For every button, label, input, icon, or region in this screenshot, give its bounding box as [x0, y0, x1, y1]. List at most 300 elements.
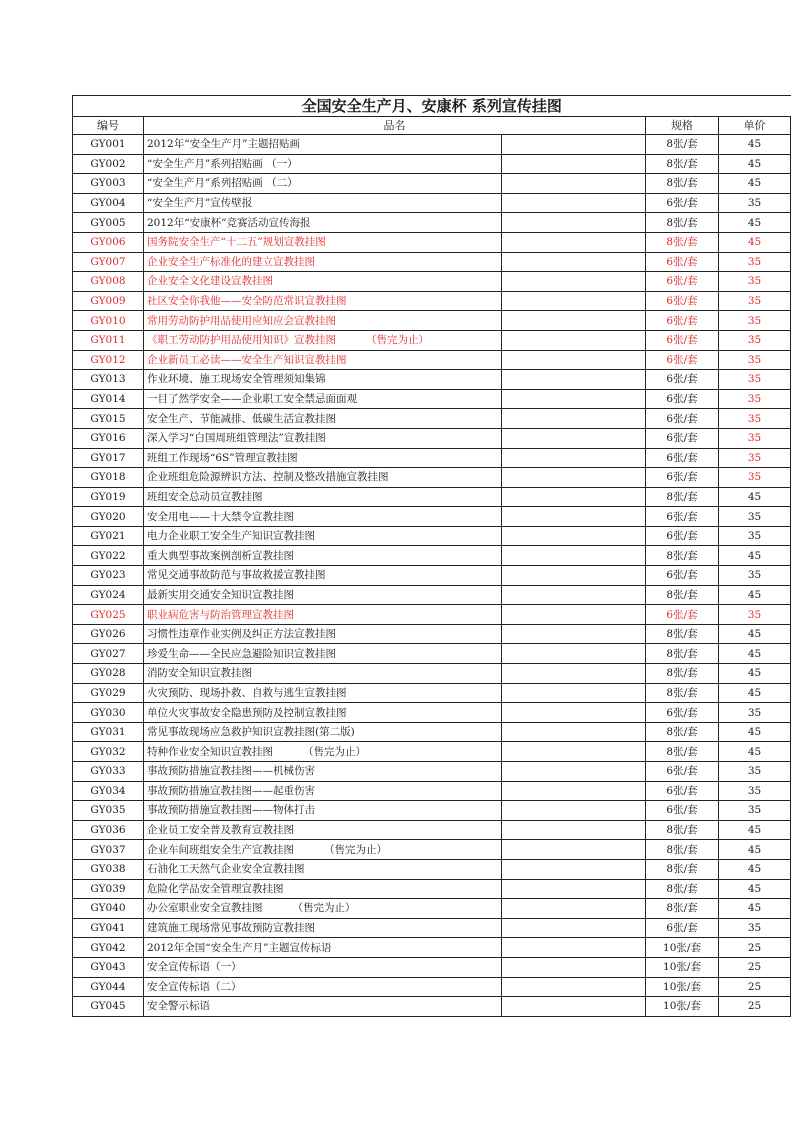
item-spec: 8张/套	[646, 232, 719, 252]
item-spec: 6张/套	[646, 781, 719, 801]
item-name	[144, 781, 502, 801]
item-spec: 8张/套	[646, 546, 719, 566]
item-price: 35	[719, 918, 791, 938]
item-spec: 8张/套	[646, 742, 719, 762]
table-row	[73, 585, 791, 605]
blank-cell	[502, 507, 646, 527]
item-name	[144, 370, 502, 390]
blank-cell	[502, 997, 646, 1017]
item-spec: 6张/套	[646, 566, 719, 586]
item-price: 45	[719, 487, 791, 507]
item-name	[144, 330, 502, 350]
item-name-text: 常用劳动防护用品使用应知应会宣教挂图	[147, 314, 336, 327]
item-price: 45	[719, 213, 791, 233]
item-code: GY018	[73, 468, 144, 488]
item-spec: 8张/套	[646, 820, 719, 840]
blank-cell	[502, 605, 646, 625]
item-spec: 8张/套	[646, 879, 719, 899]
item-name-text: 事故预防措施宣教挂图——机械伤害	[147, 765, 315, 778]
item-name-text: 深入学习“白国周班组管理法”宣教挂图	[147, 432, 326, 445]
item-spec: 6张/套	[646, 703, 719, 723]
item-name	[144, 605, 502, 625]
item-name	[144, 428, 502, 448]
item-name	[144, 938, 502, 958]
blank-cell	[502, 585, 646, 605]
table-row	[73, 468, 791, 488]
item-price: 35	[719, 526, 791, 546]
table-row	[73, 193, 791, 213]
blank-cell	[502, 683, 646, 703]
item-name-text: 国务院安全生产“十二五”规划宣教挂图	[147, 236, 326, 249]
item-code: GY042	[73, 938, 144, 958]
item-code: GY030	[73, 703, 144, 723]
item-name	[144, 487, 502, 507]
item-name	[144, 135, 502, 155]
table-row	[73, 566, 791, 586]
item-spec: 6张/套	[646, 801, 719, 821]
blank-cell	[502, 644, 646, 664]
item-spec: 8张/套	[646, 899, 719, 919]
table-row	[73, 291, 791, 311]
item-name	[144, 311, 502, 331]
item-price: 35	[719, 703, 791, 723]
item-spec: 6张/套	[646, 389, 719, 409]
table-row	[73, 409, 791, 429]
item-code: GY032	[73, 742, 144, 762]
item-spec: 8张/套	[646, 644, 719, 664]
item-price: 45	[719, 624, 791, 644]
blank-cell	[502, 291, 646, 311]
item-spec: 6张/套	[646, 409, 719, 429]
item-name-text: 企业新员工必读——安全生产知识宣教挂图	[147, 353, 347, 366]
item-name-text: 社区安全你我他——安全防范常识宣教挂图	[147, 295, 347, 308]
item-spec: 10张/套	[646, 997, 719, 1017]
item-name	[144, 448, 502, 468]
item-name-text: 单位火灾事故安全隐患预防及控制宣教挂图	[147, 706, 347, 719]
item-code: GY022	[73, 546, 144, 566]
item-code: GY045	[73, 997, 144, 1017]
item-code: GY023	[73, 566, 144, 586]
item-name-text: “安全生产月”宣传壁报	[147, 197, 253, 210]
table-row	[73, 350, 791, 370]
item-code: GY038	[73, 859, 144, 879]
item-price: 35	[719, 272, 791, 292]
title-row	[73, 96, 791, 117]
blank-cell	[502, 487, 646, 507]
item-spec: 6张/套	[646, 272, 719, 292]
item-name-text: 安全用电——十大禁令宣教挂图	[147, 510, 294, 523]
item-code: GY040	[73, 899, 144, 919]
blank-cell	[502, 370, 646, 390]
item-price: 25	[719, 997, 791, 1017]
table-row	[73, 644, 791, 664]
item-spec: 6张/套	[646, 448, 719, 468]
item-name-text: 安全警示标语	[147, 1000, 210, 1013]
table-row	[73, 428, 791, 448]
item-name	[144, 859, 502, 879]
item-code: GY044	[73, 977, 144, 997]
item-price: 35	[719, 389, 791, 409]
blank-cell	[502, 252, 646, 272]
item-price: 45	[719, 840, 791, 860]
item-name	[144, 918, 502, 938]
item-name	[144, 252, 502, 272]
item-code: GY008	[73, 272, 144, 292]
item-code: GY017	[73, 448, 144, 468]
item-name-text: 火灾预防、现场扑救、自救与逃生宣教挂图	[147, 686, 347, 699]
item-spec: 10张/套	[646, 938, 719, 958]
blank-cell	[502, 664, 646, 684]
item-code: GY034	[73, 781, 144, 801]
table-row	[73, 252, 791, 272]
item-spec: 8张/套	[646, 213, 719, 233]
item-price: 25	[719, 977, 791, 997]
item-spec: 6张/套	[646, 291, 719, 311]
table-row	[73, 330, 791, 350]
item-spec: 10张/套	[646, 957, 719, 977]
item-spec: 6张/套	[646, 252, 719, 272]
item-name	[144, 566, 502, 586]
blank-cell	[502, 820, 646, 840]
table-row	[73, 938, 791, 958]
blank-cell	[502, 742, 646, 762]
blank-cell	[502, 193, 646, 213]
item-price: 25	[719, 957, 791, 977]
item-name-text: 企业班组危险源辨识方法、控制及整改措施宣教挂图	[147, 471, 389, 484]
item-price: 45	[719, 174, 791, 194]
item-name	[144, 213, 502, 233]
table-row	[73, 507, 791, 527]
blank-cell	[502, 213, 646, 233]
table-row	[73, 174, 791, 194]
table-row	[73, 957, 791, 977]
table-row	[73, 311, 791, 331]
item-code: GY020	[73, 507, 144, 527]
blank-cell	[502, 428, 646, 448]
item-price: 35	[719, 370, 791, 390]
item-spec: 6张/套	[646, 526, 719, 546]
blank-cell	[502, 899, 646, 919]
item-code: GY025	[73, 605, 144, 625]
item-price: 45	[719, 879, 791, 899]
item-name	[144, 468, 502, 488]
item-spec: 8张/套	[646, 487, 719, 507]
item-name	[144, 742, 502, 762]
item-name	[144, 272, 502, 292]
item-price: 45	[719, 546, 791, 566]
blank-cell	[502, 938, 646, 958]
blank-cell	[502, 135, 646, 155]
item-name	[144, 957, 502, 977]
item-name-text: 最新实用交通安全知识宣教挂图	[147, 588, 294, 601]
item-name-text: 《职工劳动防护用品使用知识》宣教挂图	[147, 334, 336, 347]
item-code: GY011	[73, 330, 144, 350]
item-code: GY003	[73, 174, 144, 194]
blank-cell	[502, 174, 646, 194]
item-name-text: 2012年全国“安全生产月”主题宣传标语	[147, 941, 332, 954]
item-name-text: 习惯性违章作业实例及纠正方法宣教挂图	[147, 628, 336, 641]
item-price: 45	[719, 644, 791, 664]
item-name-text: 2012年“安康杯”竞赛活动宣传海报	[147, 216, 311, 229]
item-name-text: 安全宣传标语（二）	[147, 980, 242, 993]
blank-cell	[502, 154, 646, 174]
table-row	[73, 703, 791, 723]
item-name-text: 企业安全生产标准化的建立宣教挂图	[147, 255, 315, 268]
item-spec: 8张/套	[646, 585, 719, 605]
table-row	[73, 664, 791, 684]
item-code: GY039	[73, 879, 144, 899]
item-price: 35	[719, 193, 791, 213]
item-code: GY016	[73, 428, 144, 448]
item-name	[144, 840, 502, 860]
item-name-text: 石油化工天然气企业安全宣教挂图	[147, 863, 305, 876]
table-row	[73, 781, 791, 801]
table-row	[73, 389, 791, 409]
table-row	[73, 762, 791, 782]
item-name-text: 班组工作现场“6S”管理宣教挂图	[147, 451, 298, 464]
item-name	[144, 291, 502, 311]
item-name-text: 企业安全文化建设宣教挂图	[147, 275, 273, 288]
item-name	[144, 997, 502, 1017]
item-spec: 6张/套	[646, 507, 719, 527]
table-row	[73, 918, 791, 938]
table-row	[73, 801, 791, 821]
table-row	[73, 722, 791, 742]
table-row	[73, 526, 791, 546]
item-name	[144, 507, 502, 527]
blank-cell	[502, 879, 646, 899]
item-price: 45	[719, 742, 791, 762]
table-row	[73, 272, 791, 292]
item-name	[144, 526, 502, 546]
item-name	[144, 722, 502, 742]
item-price: 35	[719, 409, 791, 429]
item-spec: 8张/套	[646, 135, 719, 155]
item-code: GY028	[73, 664, 144, 684]
table-row	[73, 683, 791, 703]
item-price: 35	[719, 330, 791, 350]
table-row	[73, 859, 791, 879]
item-name-text: 一目了然学安全——企业职工安全禁忌面面观	[147, 393, 357, 406]
item-name-text: 企业员工安全普及教育宣教挂图	[147, 824, 294, 837]
item-price: 35	[719, 252, 791, 272]
item-name	[144, 703, 502, 723]
item-code: GY026	[73, 624, 144, 644]
header-spec: 规格	[646, 117, 719, 135]
blank-cell	[502, 957, 646, 977]
blank-cell	[502, 389, 646, 409]
item-name-text: 危险化学品安全管理宣教挂图	[147, 882, 284, 895]
blank-cell	[502, 448, 646, 468]
item-name	[144, 644, 502, 664]
item-name-text: 特种作业安全知识宣教挂图	[147, 745, 273, 758]
item-code: GY001	[73, 135, 144, 155]
item-spec: 8张/套	[646, 840, 719, 860]
item-spec: 8张/套	[646, 859, 719, 879]
item-code: GY002	[73, 154, 144, 174]
item-price: 35	[719, 291, 791, 311]
item-spec: 6张/套	[646, 311, 719, 331]
item-price: 35	[719, 566, 791, 586]
blank-cell	[502, 409, 646, 429]
blank-cell	[502, 703, 646, 723]
table-row	[73, 899, 791, 919]
table-row	[73, 487, 791, 507]
item-price: 35	[719, 428, 791, 448]
item-price: 35	[719, 311, 791, 331]
item-code: GY019	[73, 487, 144, 507]
item-code: GY010	[73, 311, 144, 331]
item-code: GY024	[73, 585, 144, 605]
blank-cell	[502, 801, 646, 821]
item-name-text: 重大典型事故案例剖析宣教挂图	[147, 549, 294, 562]
item-code: GY033	[73, 762, 144, 782]
blank-cell	[502, 311, 646, 331]
item-name-text: 班组安全总动员宣教挂图	[147, 490, 263, 503]
item-code: GY035	[73, 801, 144, 821]
item-code: GY021	[73, 526, 144, 546]
blank-cell	[502, 762, 646, 782]
item-price: 45	[719, 899, 791, 919]
item-name-text: 电力企业职工安全生产知识宣教挂图	[147, 530, 315, 543]
blank-cell	[502, 232, 646, 252]
item-price: 45	[719, 232, 791, 252]
blank-cell	[502, 781, 646, 801]
item-name-text: 作业环境、施工现场安全管理须知集锦	[147, 373, 326, 386]
sold-out-note: （售完为止）	[324, 843, 387, 856]
blank-cell	[502, 546, 646, 566]
item-name	[144, 977, 502, 997]
item-spec: 8张/套	[646, 624, 719, 644]
item-spec: 6张/套	[646, 468, 719, 488]
item-code: GY029	[73, 683, 144, 703]
item-name-text: 事故预防措施宣教挂图——物体打击	[147, 804, 315, 817]
item-name-text: 企业车间班组安全生产宣教挂图	[147, 843, 294, 856]
table-row	[73, 879, 791, 899]
item-name-text: “安全生产月”系列招贴画 （一）	[147, 157, 298, 170]
sold-out-note: （售完为止）	[303, 745, 366, 758]
table-row	[73, 605, 791, 625]
sold-out-note: （售完为止）	[292, 902, 356, 915]
item-code: GY027	[73, 644, 144, 664]
table-row	[73, 546, 791, 566]
item-name	[144, 762, 502, 782]
item-spec: 8张/套	[646, 664, 719, 684]
item-code: GY043	[73, 957, 144, 977]
item-spec: 6张/套	[646, 370, 719, 390]
item-spec: 6张/套	[646, 605, 719, 625]
item-price: 45	[719, 664, 791, 684]
item-price: 35	[719, 448, 791, 468]
item-price: 35	[719, 781, 791, 801]
item-code: GY041	[73, 918, 144, 938]
item-name	[144, 585, 502, 605]
item-code: GY012	[73, 350, 144, 370]
item-price: 45	[719, 135, 791, 155]
table-row	[73, 977, 791, 997]
table-row	[73, 370, 791, 390]
table-row	[73, 624, 791, 644]
item-name-text: 常见事故现场应急救护知识宣教挂图(第二版)	[147, 726, 355, 739]
table-row	[73, 997, 791, 1017]
item-name-text: 常见交通事故防范与事故救援宣教挂图	[147, 569, 326, 582]
item-name	[144, 174, 502, 194]
item-price: 45	[719, 154, 791, 174]
blank-cell	[502, 526, 646, 546]
item-price: 45	[719, 585, 791, 605]
item-name-text: 职业病危害与防治管理宣教挂图	[147, 608, 294, 621]
item-name	[144, 820, 502, 840]
item-name	[144, 193, 502, 213]
item-name-text: 珍爱生命——全民应急避险知识宣教挂图	[147, 647, 336, 660]
item-price: 45	[719, 683, 791, 703]
header-name: 品名	[144, 117, 646, 135]
item-name-text: “安全生产月”系列招贴画 （二）	[147, 177, 298, 190]
blank-cell	[502, 859, 646, 879]
table-row	[73, 820, 791, 840]
item-name	[144, 899, 502, 919]
sheet-title: 全国安全生产月、安康杯 系列宣传挂图	[73, 96, 791, 117]
item-spec: 10张/套	[646, 977, 719, 997]
item-code: GY014	[73, 389, 144, 409]
item-name	[144, 350, 502, 370]
table-row	[73, 448, 791, 468]
item-name-text: 建筑施工现场常见事故预防宣教挂图	[147, 922, 315, 935]
item-price: 35	[719, 605, 791, 625]
blank-cell	[502, 330, 646, 350]
blank-cell	[502, 918, 646, 938]
table-row	[73, 232, 791, 252]
item-price: 35	[719, 762, 791, 782]
table-row	[73, 135, 791, 155]
item-name	[144, 409, 502, 429]
item-code: GY015	[73, 409, 144, 429]
table-row	[73, 840, 791, 860]
item-spec: 8张/套	[646, 174, 719, 194]
item-spec: 6张/套	[646, 762, 719, 782]
item-price: 25	[719, 938, 791, 958]
table-row	[73, 154, 791, 174]
blank-cell	[502, 624, 646, 644]
item-name-text: 事故预防措施宣教挂图——起重伤害	[147, 784, 315, 797]
blank-cell	[502, 468, 646, 488]
header-row	[73, 117, 791, 135]
item-code: GY006	[73, 232, 144, 252]
item-code: GY013	[73, 370, 144, 390]
item-price: 35	[719, 507, 791, 527]
item-price: 35	[719, 801, 791, 821]
table-row	[73, 742, 791, 762]
item-name	[144, 389, 502, 409]
blank-cell	[502, 977, 646, 997]
item-code: GY036	[73, 820, 144, 840]
item-name	[144, 232, 502, 252]
header-code: 编号	[73, 117, 144, 135]
item-price: 35	[719, 468, 791, 488]
item-code: GY005	[73, 213, 144, 233]
item-name-text: 办公室职业安全宣教挂图	[147, 902, 263, 915]
sold-out-note: （售完为止）	[366, 334, 429, 347]
blank-cell	[502, 350, 646, 370]
item-price: 45	[719, 859, 791, 879]
item-spec: 8张/套	[646, 722, 719, 742]
item-spec: 6张/套	[646, 350, 719, 370]
item-name	[144, 546, 502, 566]
header-price: 单价	[719, 117, 791, 135]
item-name	[144, 879, 502, 899]
item-price: 35	[719, 350, 791, 370]
price-list-sheet	[72, 95, 766, 1017]
